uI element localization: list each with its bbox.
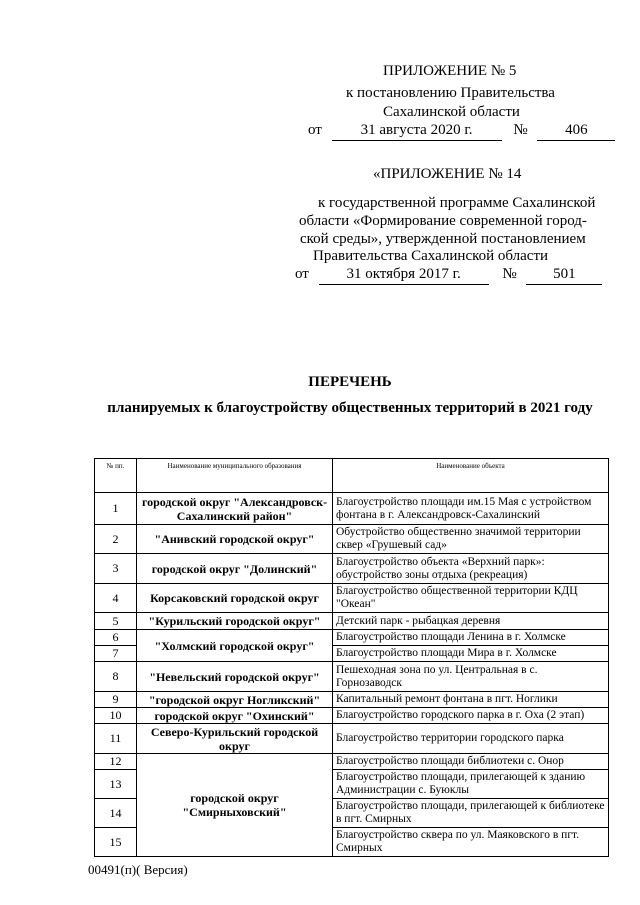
row-municipality: "Невельский городской округ": [137, 662, 333, 692]
row-number: 11: [95, 724, 137, 754]
annex5-from-label: от: [308, 122, 322, 138]
annex5-title: ПРИЛОЖЕНИЕ № 5: [383, 63, 517, 79]
col-header-number: № пп.: [95, 459, 137, 493]
list-title: ПЕРЕЧЕНЬ: [308, 374, 392, 390]
annex14-number: 501: [526, 265, 602, 285]
row-number: 9: [95, 692, 137, 708]
table-row: [95, 754, 609, 770]
row-object: Пешеходная зона по ул. Центральная в с. Горнозаводск: [333, 662, 609, 692]
row-number: 5: [95, 613, 137, 630]
row-municipality: "Анивский городской округ": [137, 525, 333, 554]
table-row: [95, 554, 609, 584]
annex14-line4: Правительства Сахалинской области: [313, 248, 549, 264]
row-number: 7: [95, 646, 137, 662]
row-municipality: "Курильский городской округ": [137, 613, 333, 630]
row-number: 8: [95, 662, 137, 692]
row-municipality: "городской округ Ногликский": [137, 692, 333, 708]
annex14-line1: к государственной программе Сахалинской: [318, 195, 596, 211]
row-municipality: "Холмский городской округ": [137, 630, 333, 662]
table-row: [95, 708, 609, 724]
row-object: Благоустройство городского парка в г. Оха (2 этап): [333, 708, 609, 724]
row-municipality: городской округ "Охинский": [137, 708, 333, 724]
row-number: 2: [95, 525, 137, 554]
row-object: Детский парк - рыбацкая деревня: [333, 613, 609, 630]
annex5-number: 406: [537, 121, 615, 141]
row-object: Благоустройство площади им.15 Мая с устройством фонтана в г. Александровск-Сахалинский: [333, 493, 609, 525]
table-row: [95, 692, 609, 708]
annex14-date: 31 октября 2017 г.: [319, 265, 489, 285]
row-number: 6: [95, 630, 137, 646]
row-number: 13: [95, 770, 137, 799]
row-object: Капитальный ремонт фонтана в пгт. Ноглики: [333, 692, 609, 708]
row-number: 10: [95, 708, 137, 724]
row-object: Благоустройство объекта «Верхний парк»: обустройство зоны отдыха (рекреация): [333, 554, 609, 584]
table-row: [95, 662, 609, 692]
annex14-from-label: от: [295, 266, 309, 282]
table-header-row: [95, 459, 609, 493]
row-object: Благоустройство общественной территории КДЦ "Океан": [333, 584, 609, 613]
row-number: 15: [95, 828, 137, 857]
row-municipality: городской округ "Александровск-Сахалинский район": [137, 493, 333, 525]
table-row: [95, 584, 609, 613]
row-object: Благоустройство площади Мира в г. Холмске: [333, 646, 609, 662]
territories-table: [94, 458, 609, 857]
row-number: 14: [95, 799, 137, 828]
row-object: Благоустройство площади, прилегающей к библиотеке в пгт. Смирных: [333, 799, 609, 828]
annex14-title: «ПРИЛОЖЕНИЕ № 14: [373, 166, 522, 182]
row-number: 4: [95, 584, 137, 613]
row-object: Благоустройство площади Ленина в г. Холмске: [333, 630, 609, 646]
table-row: [95, 613, 609, 630]
row-number: 3: [95, 554, 137, 584]
annex14-line2: области «Формирование современной город-: [299, 213, 587, 229]
annex14-date-line: [295, 265, 602, 285]
row-number: 1: [95, 493, 137, 525]
table-row: [95, 630, 609, 646]
row-object: Благоустройство площади библиотеки с. Онор: [333, 754, 609, 770]
row-object: Обустройство общественно значимой территории сквер «Грушевый сад»: [333, 525, 609, 554]
row-object: Благоустройство площади, прилегающей к зданию Администрации с. Буюклы: [333, 770, 609, 799]
annex5-line1: к постановлению Правительства: [346, 85, 555, 101]
annex5-date-line: [308, 121, 615, 141]
annex14-line3: ской среды», утвержденной постановлением: [300, 231, 586, 247]
row-municipality: Северо-Курильский городской округ: [137, 724, 333, 754]
row-municipality: Корсаковский городской округ: [137, 584, 333, 613]
table-row: [95, 525, 609, 554]
annex14-num-label: №: [502, 266, 517, 282]
row-object: Благоустройство сквера по ул. Маяковского в пгт. Смирных: [333, 828, 609, 857]
row-municipality: городской округ "Долинский": [137, 554, 333, 584]
table-row: [95, 493, 609, 525]
row-municipality: городской округ "Смирныховский": [137, 754, 333, 857]
document-code: 00491(п)( Версия): [88, 862, 188, 877]
table-row: [95, 724, 609, 754]
row-number: 12: [95, 754, 137, 770]
list-subtitle: планируемых к благоустройству общественных территорий в 2021 году: [107, 400, 593, 416]
row-object: Благоустройство территории городского парка: [333, 724, 609, 754]
annex5-num-label: №: [513, 122, 528, 138]
annex5-date: 31 августа 2020 г.: [332, 121, 502, 141]
annex5-line2: Сахалинской области: [383, 104, 520, 120]
col-header-object: Наименование объекта: [333, 459, 609, 493]
col-header-municipality: Наименование муниципального образования: [137, 459, 333, 493]
